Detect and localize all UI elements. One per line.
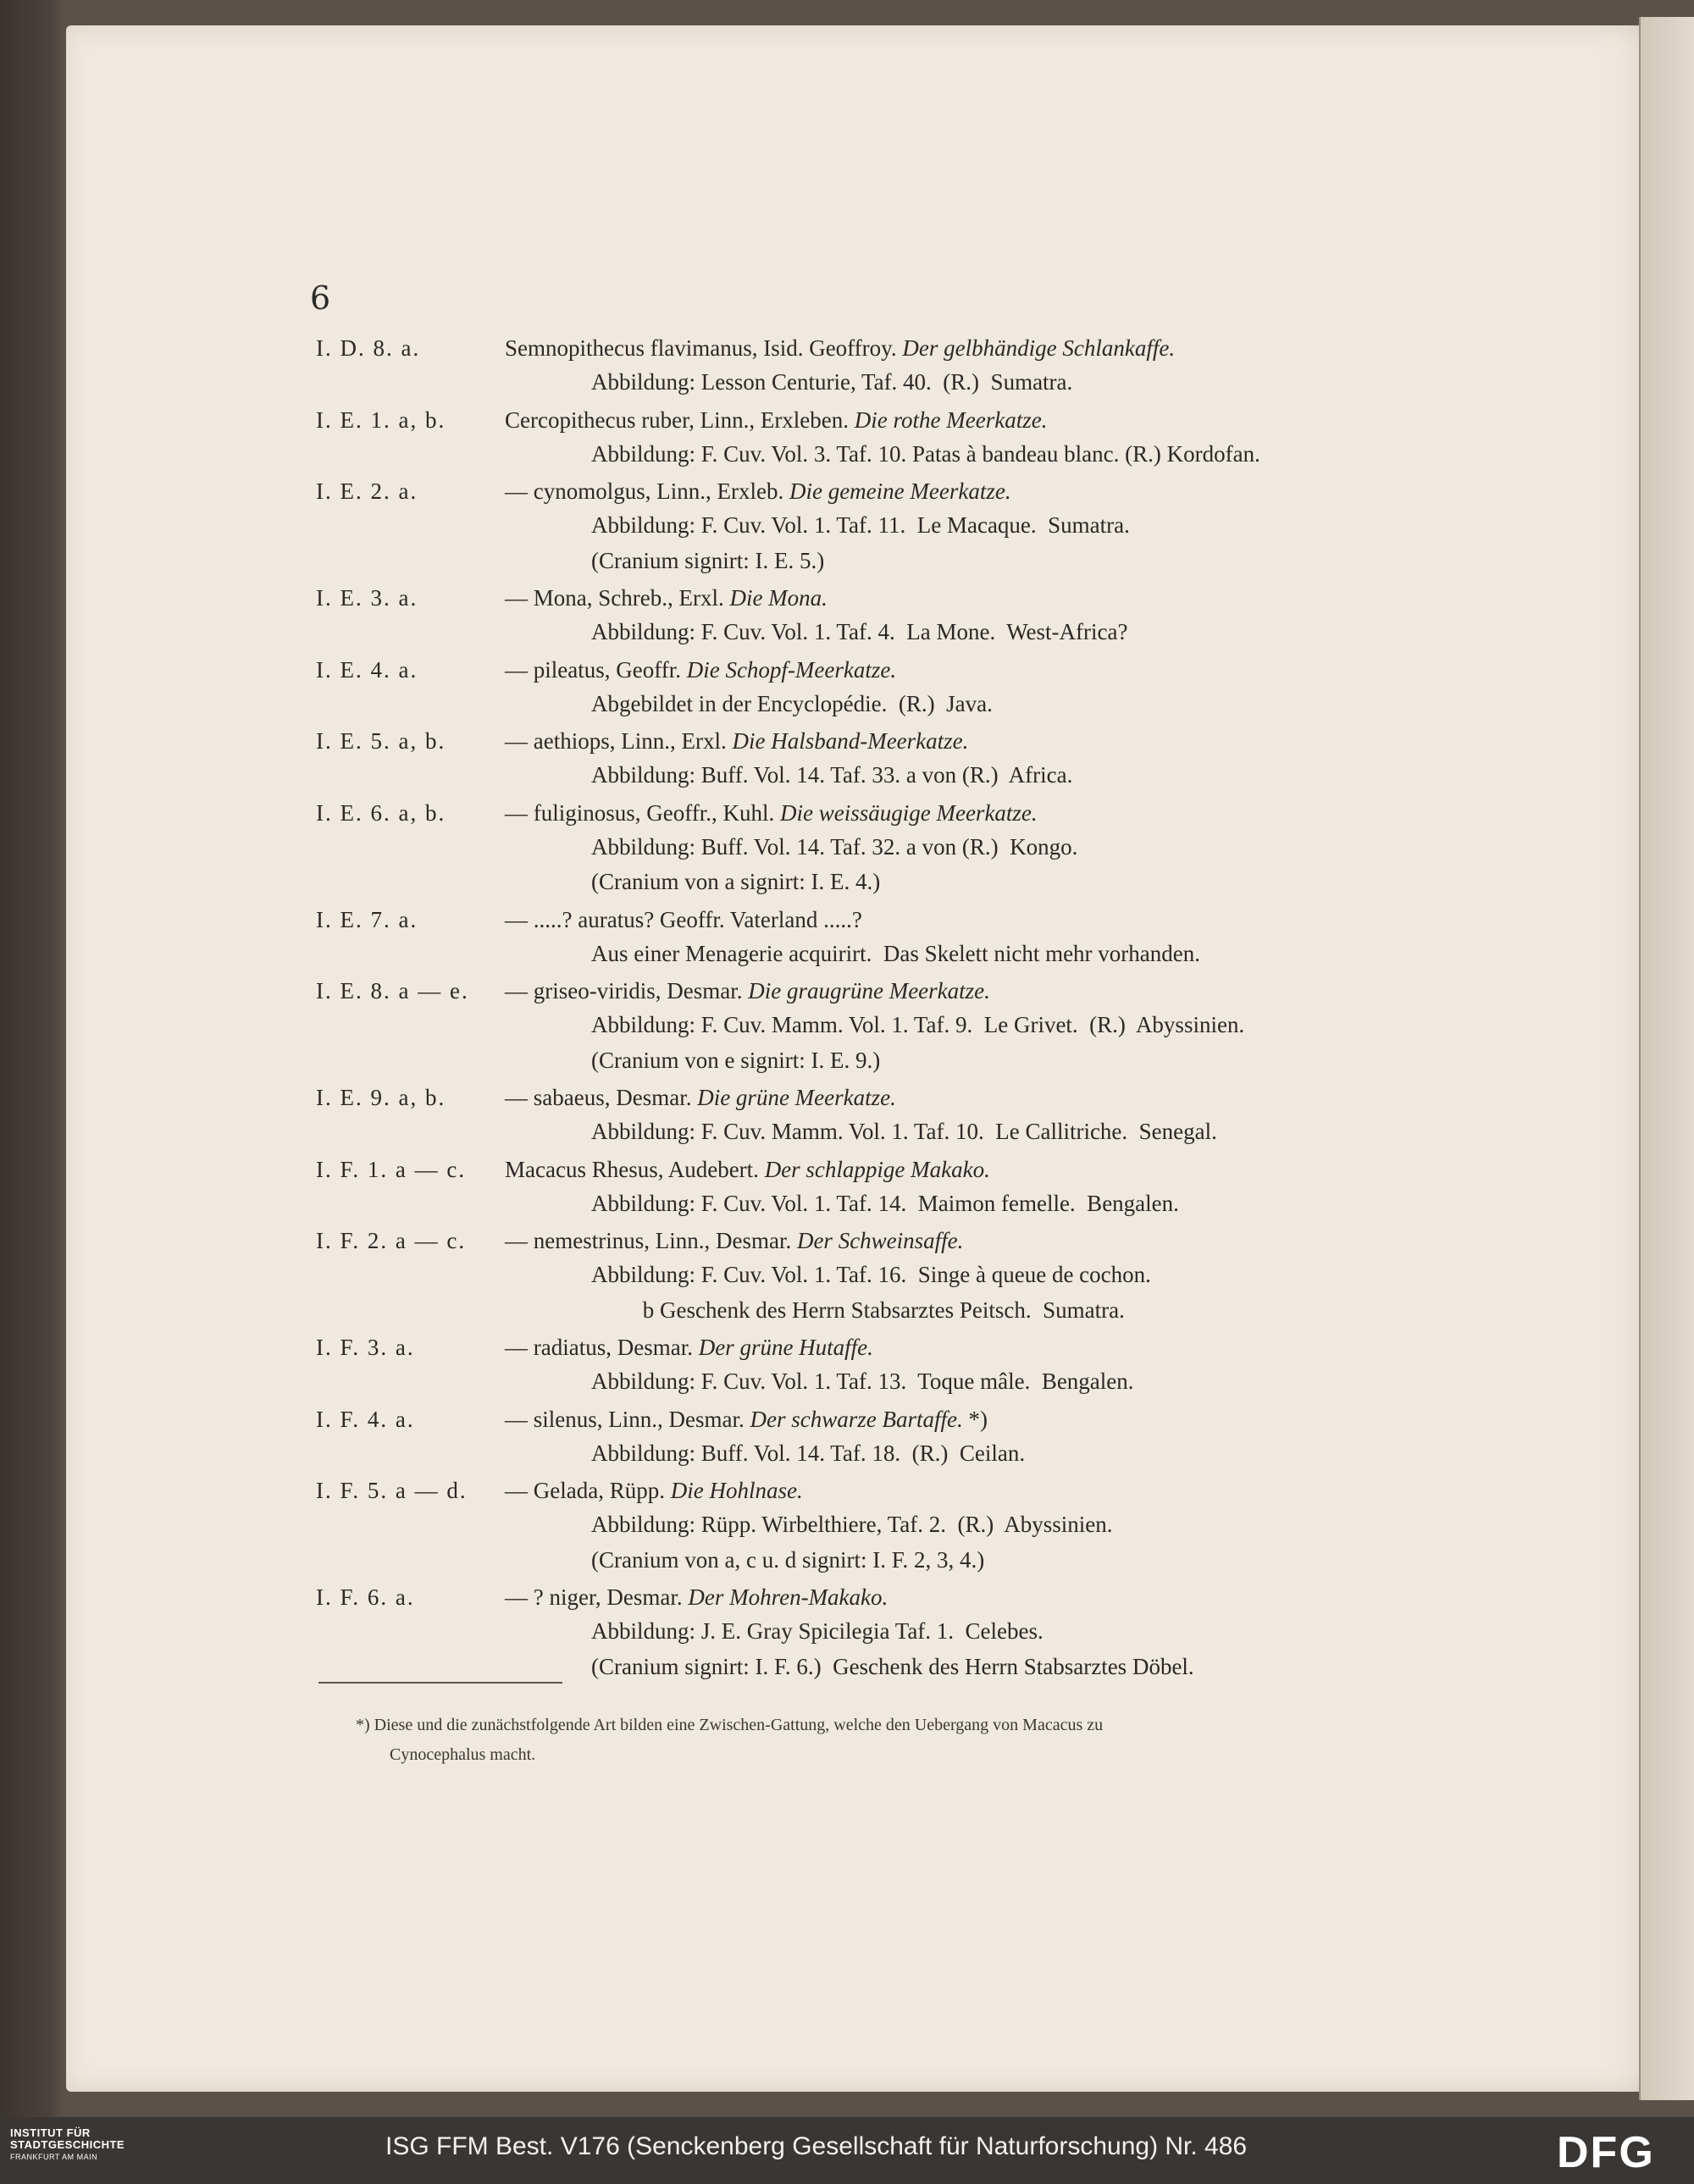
institute-logo-line: FRANKFURT AM MAIN [10,2153,98,2161]
entry-code: I. E. 8. a — e. [316,978,469,1004]
common-name: Der Mohren-Makako. [688,1584,889,1610]
entry-code: I. F. 5. a — d. [316,1478,468,1503]
institute-logo [10,2127,125,2163]
species-name: — cynomolgus, Linn., Erxleb. [505,478,784,504]
entry-code: I. F. 4. a. [316,1406,415,1432]
entry-title [505,478,1011,505]
entry-row [0,407,1694,441]
entry-code: I. E. 2. a. [316,478,418,504]
entry-code: I. F. 3. a. [316,1335,415,1360]
entry-detail: Abbildung: Buff. Vol. 14. Taf. 33. a von (R.) Africa. [591,762,1073,788]
entry-title [505,407,1047,434]
entry-title [505,978,990,1004]
entry-title [505,1157,990,1183]
species-name: Macacus Rhesus, Audebert. [505,1156,759,1182]
entry-detail: Abgebildet in der Encyclopédie. (R.) Java. [591,690,993,716]
entry-detail: Abbildung: F. Cuv. Vol. 1. Taf. 4. La Mone. West-Africa? [591,619,1128,644]
species-name: — Mona, Schreb., Erxl. [505,585,724,611]
entry-code: I. E. 1. a, b. [316,406,446,433]
footnote [356,1711,1440,1770]
entry-title [505,585,828,611]
entry-detail: Abbildung: F. Cuv. Mamm. Vol. 1. Taf. 10. Le Callitriche. Senegal. [591,1119,1217,1144]
species-name: — nemestrinus, Linn., Desmar. [505,1228,792,1253]
species-name: — radiatus, Desmar. [505,1335,693,1360]
entry-row [0,978,1694,1012]
common-name: Die Hohlnase. [670,1478,803,1503]
entry-code: I. E. 9. a, b. [316,1085,446,1110]
entry-row [0,1335,1694,1368]
archive-footer-bar [0,2117,1694,2184]
entry-detail: (Cranium signirt: I. E. 5.) [591,547,825,573]
footnote-marker: *) [962,1406,988,1432]
common-name: Die weissäugige Meerkatze. [780,799,1038,826]
entry-row [0,1478,1694,1512]
entry-title [505,800,1038,827]
common-name: Der Schweinsaffe. [796,1228,964,1253]
entry-row [0,1584,1694,1618]
common-name: Der grüne Hutaffe. [698,1335,873,1360]
entry-detail: (Cranium von a, c u. d signirt: I. F. 2, 3, 4.) [591,1546,985,1573]
entry-title [505,1228,963,1254]
species-name: — ? niger, Desmar. [505,1584,683,1610]
entry-detail: Abbildung: F. Cuv. Vol. 1. Taf. 14. Maimon femelle. Bengalen. [591,1190,1179,1216]
entry-title [505,1085,896,1111]
entry-code: I. F. 2. a — c. [316,1228,467,1253]
entry-detail: b Geschenk des Herrn Stabsarztes Peitsch. Sumatra. [591,1297,1125,1323]
entry-detail: Abbildung: F. Cuv. Vol. 1. Taf. 13. Toque mâle. Bengalen. [591,1368,1134,1394]
entry-code: I. D. 8. a. [316,335,421,361]
species-name: — griseo-viridis, Desmar. [505,978,743,1004]
entry-row [0,478,1694,512]
entry-title [505,1335,873,1361]
entry-row [0,1228,1694,1262]
common-name: Der gelbhändige Schlankaffe. [902,335,1176,361]
entry-code: I. E. 7. a. [316,906,418,932]
entry-code: I. E. 5. a, b. [316,728,446,754]
entry-title [505,907,862,933]
entry-detail: Abbildung: F. Cuv. Mamm. Vol. 1. Taf. 9. Le Grivet. (R.) Abyssinien. [591,1012,1245,1037]
species-name: — sabaeus, Desmar. [505,1085,692,1110]
entry-row [0,800,1694,834]
entry-detail: (Cranium von a signirt: I. E. 4.) [591,869,881,894]
entry-row [0,585,1694,619]
entry-detail: Abbildung: F. Cuv. Vol. 1. Taf. 16. Singe à queue de cochon. [591,1262,1151,1287]
common-name: Die rothe Meerkatze. [854,406,1048,433]
entry-row [0,657,1694,691]
entry-detail: (Cranium signirt: I. F. 6.) Geschenk des Herrn Stabsarztes Döbel. [591,1653,1194,1679]
entry-detail: Abbildung: J. E. Gray Spicilegia Taf. 1. Celebes. [591,1618,1044,1644]
entry-row [0,907,1694,941]
species-name: Semnopithecus flavimanus, Isid. Geoffroy. [505,335,897,361]
entry-detail: Abbildung: Rüpp. Wirbelthiere, Taf. 2. (R.) Abyssinien. [591,1512,1113,1537]
species-name: — .....? auratus? Geoffr. Vaterland .....? [505,906,862,932]
common-name: Der schlappige Makako. [764,1156,990,1182]
entry-code: I. E. 3. a. [316,585,418,611]
entry-detail: (Cranium von e signirt: I. E. 9.) [591,1047,881,1073]
entry-title [505,1478,803,1504]
common-name: Die grüne Meerkatze. [697,1085,896,1110]
entry-detail: Abbildung: Buff. Vol. 14. Taf. 18. (R.) Ceilan. [591,1440,1026,1466]
entry-detail: Abbildung: Buff. Vol. 14. Taf. 32. a von (R.) Kongo. [591,833,1078,860]
entry-code: I. F. 6. a. [316,1584,415,1610]
common-name: Die Schopf-Meerkatze. [686,656,897,683]
entry-detail: Abbildung: F. Cuv. Vol. 3. Taf. 10. Patas à bandeau blanc. (R.) Kordofan. [591,440,1260,467]
footnote-line: Cynocephalus macht. [390,1745,536,1764]
species-name: — Gelada, Rüpp. [505,1478,665,1503]
entry-row [0,1407,1694,1440]
institute-logo-line: STADTGESCHICHTE [10,2138,125,2151]
common-name: Die graugrüne Meerkatze. [748,978,990,1004]
entry-detail: Abbildung: Lesson Centurie, Taf. 40. (R.) Sumatra. [591,369,1073,395]
common-name: Die Mona. [729,585,828,611]
footnote-line: *) Diese und die zunächstfolgende Art bilden eine Zwischen-Gattung, welche den Uebergang von Macacus zu [356,1716,1104,1734]
dfg-logo: DFG [1557,2128,1655,2177]
entry-detail: Aus einer Menagerie acquirirt. Das Skelett nicht mehr vorhanden. [591,940,1201,966]
entry-row [0,335,1694,369]
entry-title [505,728,968,755]
entry-code: I. F. 1. a — c. [316,1156,467,1182]
common-name: Der schwarze Bartaffe. [750,1406,963,1432]
entry-row [0,1157,1694,1191]
species-name: Cercopithecus ruber, Linn., Erxleben. [505,406,850,433]
common-name: Die Halsband-Meerkatze. [732,728,969,754]
species-name: — pileatus, Geoffr. [505,656,681,683]
entry-title [505,1584,888,1611]
institute-logo-line: INSTITUT FÜR [10,2126,91,2139]
entry-row [0,728,1694,762]
entry-code: I. E. 4. a. [316,656,418,683]
archive-signature: ISG FFM Best. V176 (Senckenberg Gesellschaft für Naturforschung) Nr. 486 [385,2132,1248,2160]
species-name: — fuliginosus, Geoffr., Kuhl. [505,799,775,826]
footnote-rule [318,1682,562,1684]
page-number: 6 [310,279,331,317]
entry-row [0,1085,1694,1119]
species-name: — aethiops, Linn., Erxl. [505,728,727,754]
entry-title [505,1407,988,1433]
entry-code: I. E. 6. a, b. [316,799,446,826]
entry-detail: Abbildung: F. Cuv. Vol. 1. Taf. 11. Le Macaque. Sumatra. [591,512,1130,538]
entry-title [505,335,1175,362]
entry-title [505,657,896,683]
common-name: Die gemeine Meerkatze. [789,478,1011,504]
species-name: — silenus, Linn., Desmar. [505,1406,745,1432]
